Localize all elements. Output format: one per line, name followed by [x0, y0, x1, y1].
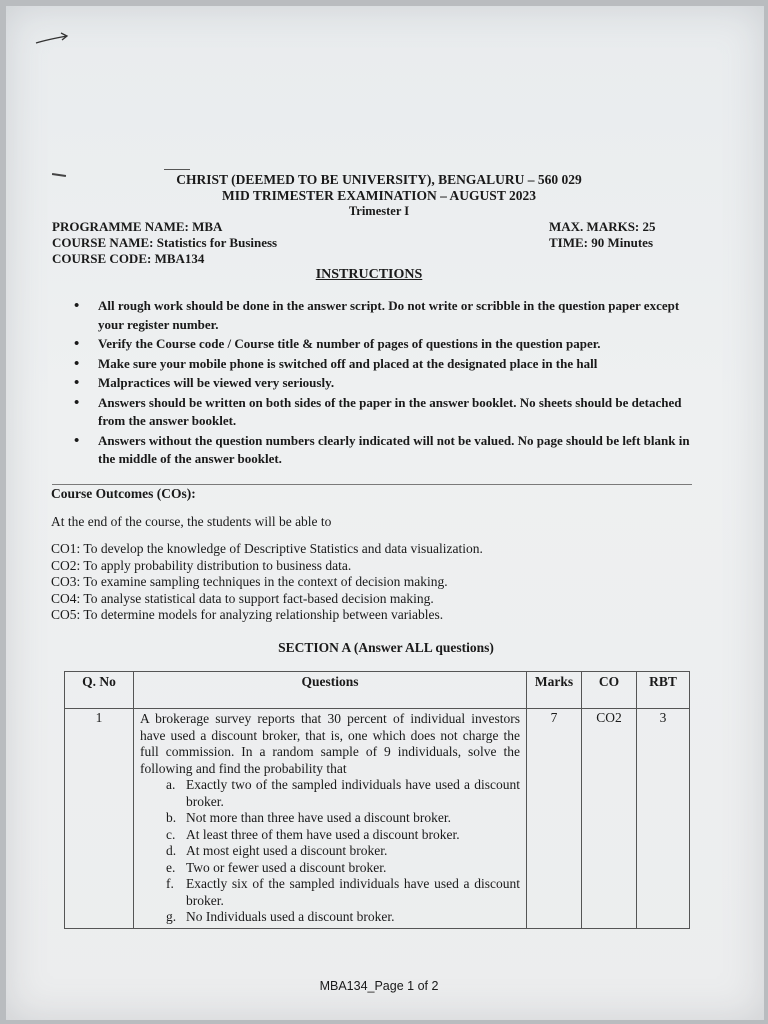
instruction-item: • All rough work should be done in the answer script. Do not write or scribble in the question paper except your register number.	[70, 297, 690, 334]
question-rbt: 3	[637, 709, 690, 929]
sub-question-text: At most eight used a discount broker.	[186, 843, 388, 858]
course-outcomes-intro: At the end of the course, the students will be able to	[51, 514, 332, 529]
university-title: CHRIST (DEEMED TO BE UNIVERSITY), BENGALURU – 560 029	[176, 172, 582, 187]
max-marks: MAX. MARKS: 25	[549, 219, 656, 234]
sub-question	[166, 860, 520, 877]
course-code: COURSE CODE: MBA134	[52, 251, 205, 266]
question-text: A brokerage survey reports that 30 percent of individual investors have used a discount broker, that is, one which does not charge the full commission. In a random sample of 9 individuals, solve the following and find the probability that	[140, 711, 520, 776]
sub-question-text: No Individuals used a discount broker.	[186, 909, 395, 924]
course-outcome-item: CO3: To examine sampling techniques in the context of decision making.	[51, 574, 448, 589]
sub-question-label: b.	[166, 810, 177, 825]
exam-title: MID TRIMESTER EXAMINATION – AUGUST 2023	[222, 188, 536, 203]
sub-question-list	[140, 777, 520, 926]
exam-time: TIME: 90 Minutes	[549, 235, 653, 250]
instruction-item: • Make sure your mobile phone is switched off and placed at the designated place in the hall	[70, 355, 690, 374]
sub-question	[166, 843, 520, 860]
page-footer: MBA134_Page 1 of 2	[319, 979, 439, 993]
course-outcomes-list	[51, 541, 483, 624]
sub-question	[166, 827, 520, 844]
instruction-item: • Verify the Course code / Course title & number of pages of questions in the question paper.	[70, 335, 690, 354]
header-qno: Q. No	[65, 672, 134, 709]
divider	[52, 484, 692, 485]
sub-question	[166, 876, 520, 909]
sub-question-text: Not more than three have used a discount broker.	[186, 810, 452, 825]
course-meta-left	[52, 219, 277, 267]
pen-mark-arrow	[34, 32, 70, 46]
question-co: CO2	[582, 709, 637, 929]
course-outcome-item: CO4: To analyse statistical data to support fact-based decision making.	[51, 590, 434, 606]
question-cell	[134, 709, 527, 929]
course-meta-right	[549, 219, 656, 251]
table-row	[65, 709, 690, 929]
pen-mark-line	[164, 169, 190, 170]
programme-name: PROGRAMME NAME: MBA	[52, 219, 223, 234]
sub-question	[166, 909, 520, 926]
sub-question	[166, 777, 520, 810]
sub-question-label: d.	[166, 843, 177, 858]
section-title: SECTION A (Answer ALL questions)	[278, 640, 494, 655]
sub-question-label: f.	[166, 876, 174, 891]
sub-question-text: Two or fewer used a discount broker.	[186, 859, 387, 875]
sub-question-label: a.	[166, 777, 176, 792]
course-name: COURSE NAME: Statistics for Business	[52, 235, 278, 250]
instruction-item: • Malpractices will be viewed very seriously.	[70, 374, 690, 393]
sub-question-text: Exactly six of the sampled individuals have used a discount broker.	[186, 876, 520, 908]
course-outcome-item: CO2: To apply probability distribution to business data.	[51, 557, 352, 573]
sub-question	[166, 810, 520, 827]
header-questions: Questions	[134, 672, 527, 709]
sub-question-label: g.	[166, 909, 177, 924]
header-rbt: RBT	[637, 672, 690, 709]
sub-question-label: c.	[166, 826, 176, 842]
course-outcomes-title: Course Outcomes (COs):	[51, 486, 196, 501]
instructions-title: INSTRUCTIONS	[315, 267, 423, 282]
questions-table	[64, 671, 690, 929]
header-co: CO	[582, 672, 637, 709]
course-outcome-item: CO5: To determine models for analyzing relationship between variables.	[51, 607, 444, 622]
trimester-label: Trimester I	[348, 204, 410, 218]
sub-question-text: At least three of them have used a discount broker.	[186, 826, 460, 842]
sub-question-label: e.	[166, 859, 176, 875]
instructions-list	[70, 297, 690, 470]
header-marks: Marks	[527, 672, 582, 709]
sub-question-text: Exactly two of the sampled individuals have used a discount broker.	[186, 777, 520, 809]
question-marks: 7	[527, 709, 582, 929]
course-outcome-item: CO1: To develop the knowledge of Descriptive Statistics and data visualization.	[51, 541, 483, 556]
table-header-row	[65, 672, 690, 709]
instruction-item: • Answers should be written on both sides of the paper in the answer booklet. No sheets should be detached from the answer booklet.	[70, 394, 690, 431]
instruction-item: • Answers without the question numbers clearly indicated will not be valued. No page should be left blank in the middle of the answer booklet.	[70, 432, 690, 469]
question-number: 1	[65, 709, 134, 929]
